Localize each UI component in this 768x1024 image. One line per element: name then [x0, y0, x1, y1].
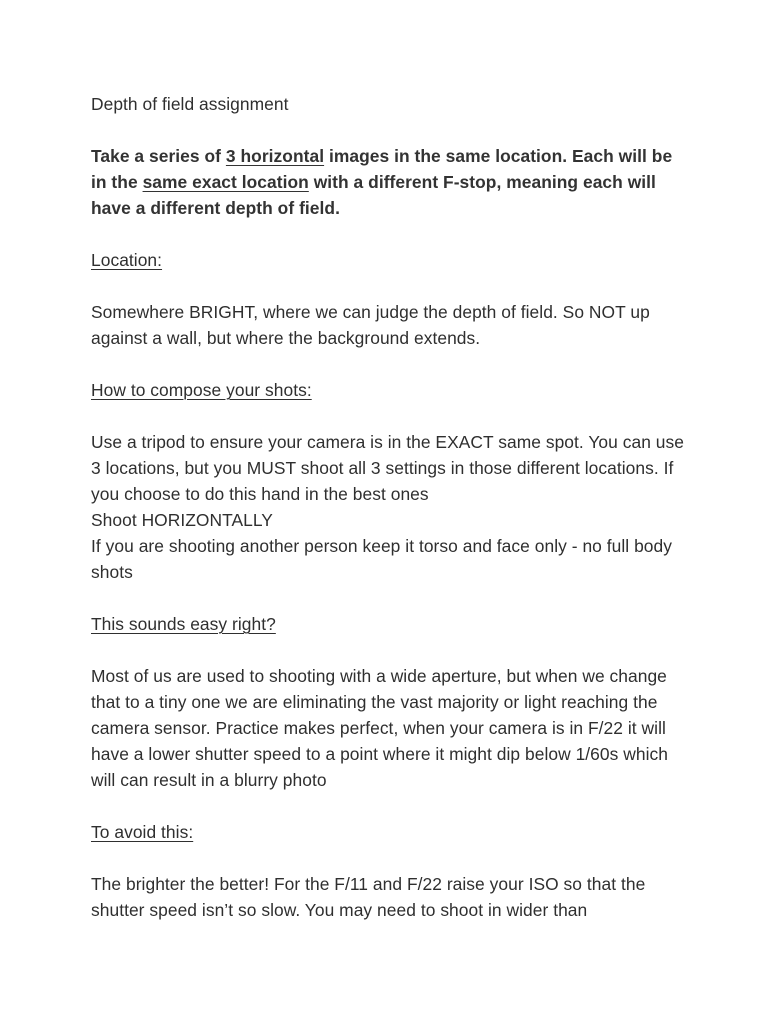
location-heading: Location:: [91, 250, 163, 270]
avoid-heading-paragraph: [91, 819, 691, 845]
compose-line-horizontal: Shoot HORIZONTALLY: [91, 510, 273, 530]
avoid-heading: To avoid this:: [91, 822, 194, 842]
intro-text-3: with a different F-stop, meaning each will have a different depth of field.: [91, 172, 656, 218]
intro-paragraph: [91, 143, 691, 221]
avoid-body: The brighter the better! For the F/11 and F/22 raise your ISO so that the shutter speed isn’t so slow. You may need to shoot in wider than: [91, 874, 646, 920]
compose-body: [91, 429, 691, 585]
document-page: [91, 91, 691, 949]
intro-text-2: images in the same location. Each will be in the: [91, 146, 673, 192]
intro-text-1: Take a series of: [91, 146, 226, 166]
document-title: Depth of field assignment: [91, 94, 289, 114]
easy-body: Most of us are used to shooting with a wide aperture, but when we change that to a tiny one we are eliminating the vast majority or light reaching the camera sensor. Practice makes perfect, when your camera is in F/22 it will have a lower shutter speed to a point where it might dip below 1/60s which will can result in a blurry photo: [91, 666, 668, 790]
location-body: Somewhere BRIGHT, where we can judge the depth of field. So NOT up against a wall, but where the background extends.: [91, 302, 650, 348]
compose-line-tripod: Use a tripod to ensure your camera is in the EXACT same spot. You can use 3 locations, but you MUST shoot all 3 settings in those different locations. If you choose to do this hand in the best ones: [91, 432, 684, 504]
easy-heading: This sounds easy right?: [91, 614, 276, 634]
intro-underlined-same-location: same exact location: [142, 172, 309, 192]
location-heading-paragraph: [91, 247, 691, 273]
compose-heading-paragraph: [91, 377, 691, 403]
compose-line-person: If you are shooting another person keep it torso and face only - no full body shots: [91, 536, 673, 582]
easy-heading-paragraph: [91, 611, 691, 637]
intro-underlined-3-horizontal: 3 horizontal: [225, 146, 325, 166]
compose-heading: How to compose your shots:: [91, 380, 312, 400]
